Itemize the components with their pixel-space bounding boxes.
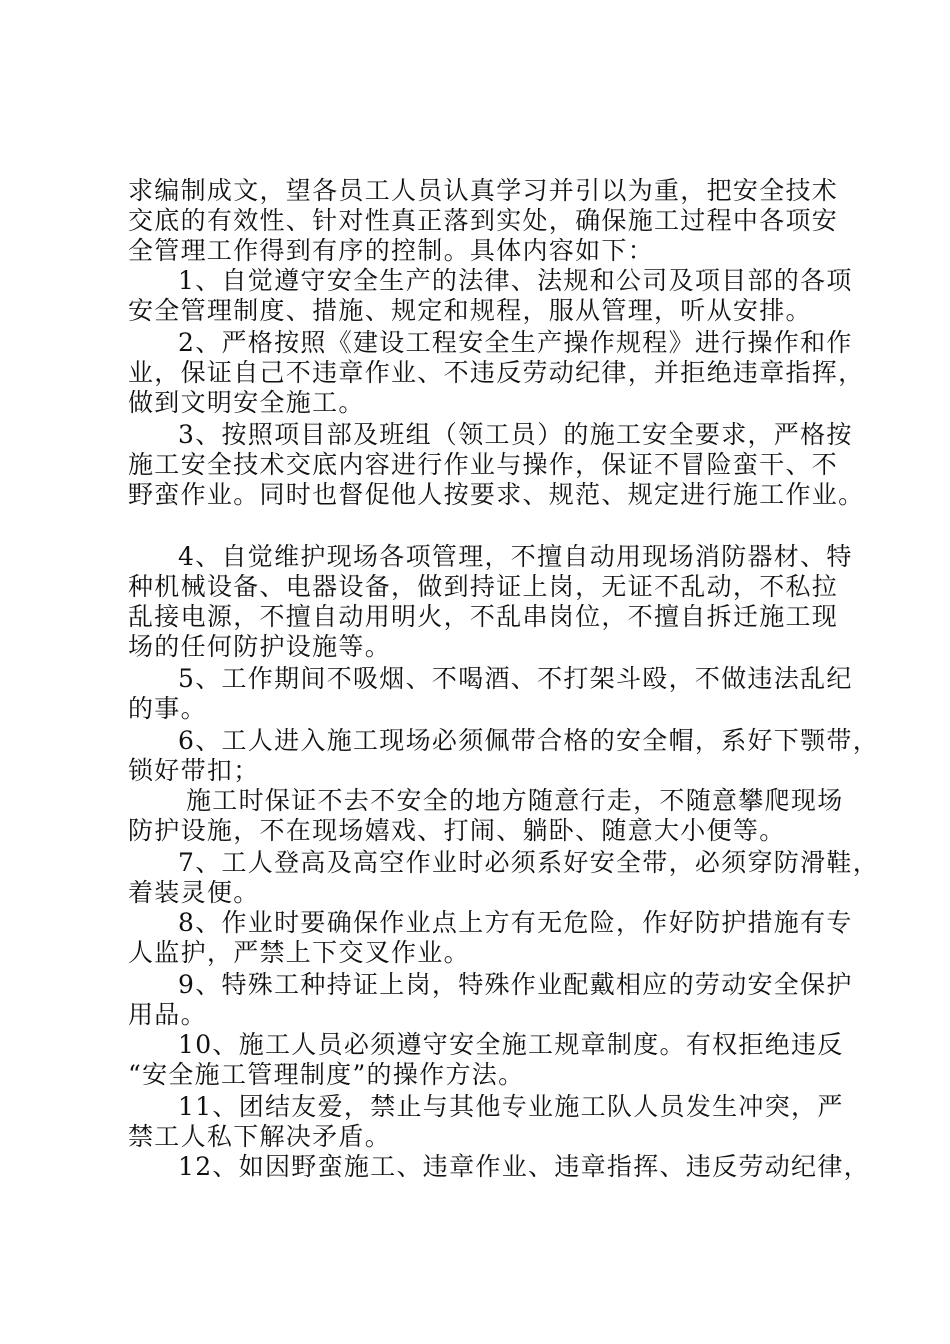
text-line: 8、作业时要确保作业点上方有无危险，作好防护措施有专: [178, 908, 853, 937]
text-line: 锁好带扣；: [128, 756, 260, 785]
text-line: 4、自觉维护现场各项管理，不擅自动用现场消防器材、特: [178, 542, 853, 571]
text-line: 9、特殊工种持证上岗，特殊作业配戴相应的劳动安全保护: [178, 970, 853, 999]
text-line: 业，保证自己不违章作业、不违反劳动纪律，并拒绝违章指挥，: [128, 358, 865, 387]
text-line: 交底的有效性、针对性真正落到实处，确保施工过程中各项安: [128, 206, 839, 235]
text-line: 7、工人登高及高空作业时必须系好安全带，必须穿防滑鞋，: [178, 848, 880, 877]
text-line: 种机械设备、电器设备，做到持证上岗，无证不乱动，不私拉: [128, 572, 839, 601]
text-line: 施工安全技术交底内容进行作业与操作，保证不冒险蛮干、不: [128, 450, 839, 479]
text-line: 全管理工作得到有序的控制。具体内容如下：: [128, 236, 655, 265]
text-line: 防护设施，不在现场嬉戏、打闹、躺卧、随意大小便等。: [128, 816, 786, 845]
text-line: 乱接电源，不擅自动用明火，不乱串岗位，不擅自拆迁施工现: [128, 602, 839, 631]
text-line: 禁工人私下解决矛盾。: [128, 1122, 392, 1151]
text-line: 人监护，严禁上下交叉作业。: [128, 938, 470, 967]
text-line: 场的任何防护设施等。: [128, 632, 392, 661]
text-line: 1、自觉遵守安全生产的法律、法规和公司及项目部的各项: [178, 266, 853, 295]
text-line: 12、如因野蛮施工、违章作业、违章指挥、违反劳动纪律，: [178, 1152, 870, 1181]
text-line: 2、严格按照《建设工程安全生产操作规程》进行操作和作: [178, 328, 853, 357]
text-line: 安全管理制度、措施、规定和规程，服从管理，听从安排。: [128, 296, 812, 325]
text-line: 做到文明安全施工。: [128, 388, 365, 417]
text-line: 11、团结友爱，禁止与其他专业施工队人员发生冲突，严: [178, 1092, 844, 1121]
text-line: 用品。: [128, 1000, 207, 1029]
text-line: “安全施工管理制度”的操作方法。: [128, 1060, 525, 1089]
text-line: 5、工作期间不吸烟、不喝酒、不打架斗殴，不做违法乱纪: [178, 664, 853, 693]
text-line: 施工时保证不去不安全的地方随意行走，不随意攀爬现场: [186, 786, 844, 815]
text-line: 3、按照项目部及班组（领工员）的施工安全要求，严格按: [178, 420, 853, 449]
text-line: 着装灵便。: [128, 878, 260, 907]
text-line: 的事。: [128, 694, 207, 723]
text-line: 求编制成文，望各员工人员认真学习并引以为重，把安全技术: [128, 176, 839, 205]
text-line: 10、施工人员必须遵守安全施工规章制度。有权拒绝违反: [178, 1030, 844, 1059]
text-line: 野蛮作业。同时也督促他人按要求、规范、规定进行施工作业。: [128, 480, 865, 509]
text-line: 6、工人进入施工现场必须佩带合格的安全帽，系好下颚带，: [178, 726, 880, 755]
